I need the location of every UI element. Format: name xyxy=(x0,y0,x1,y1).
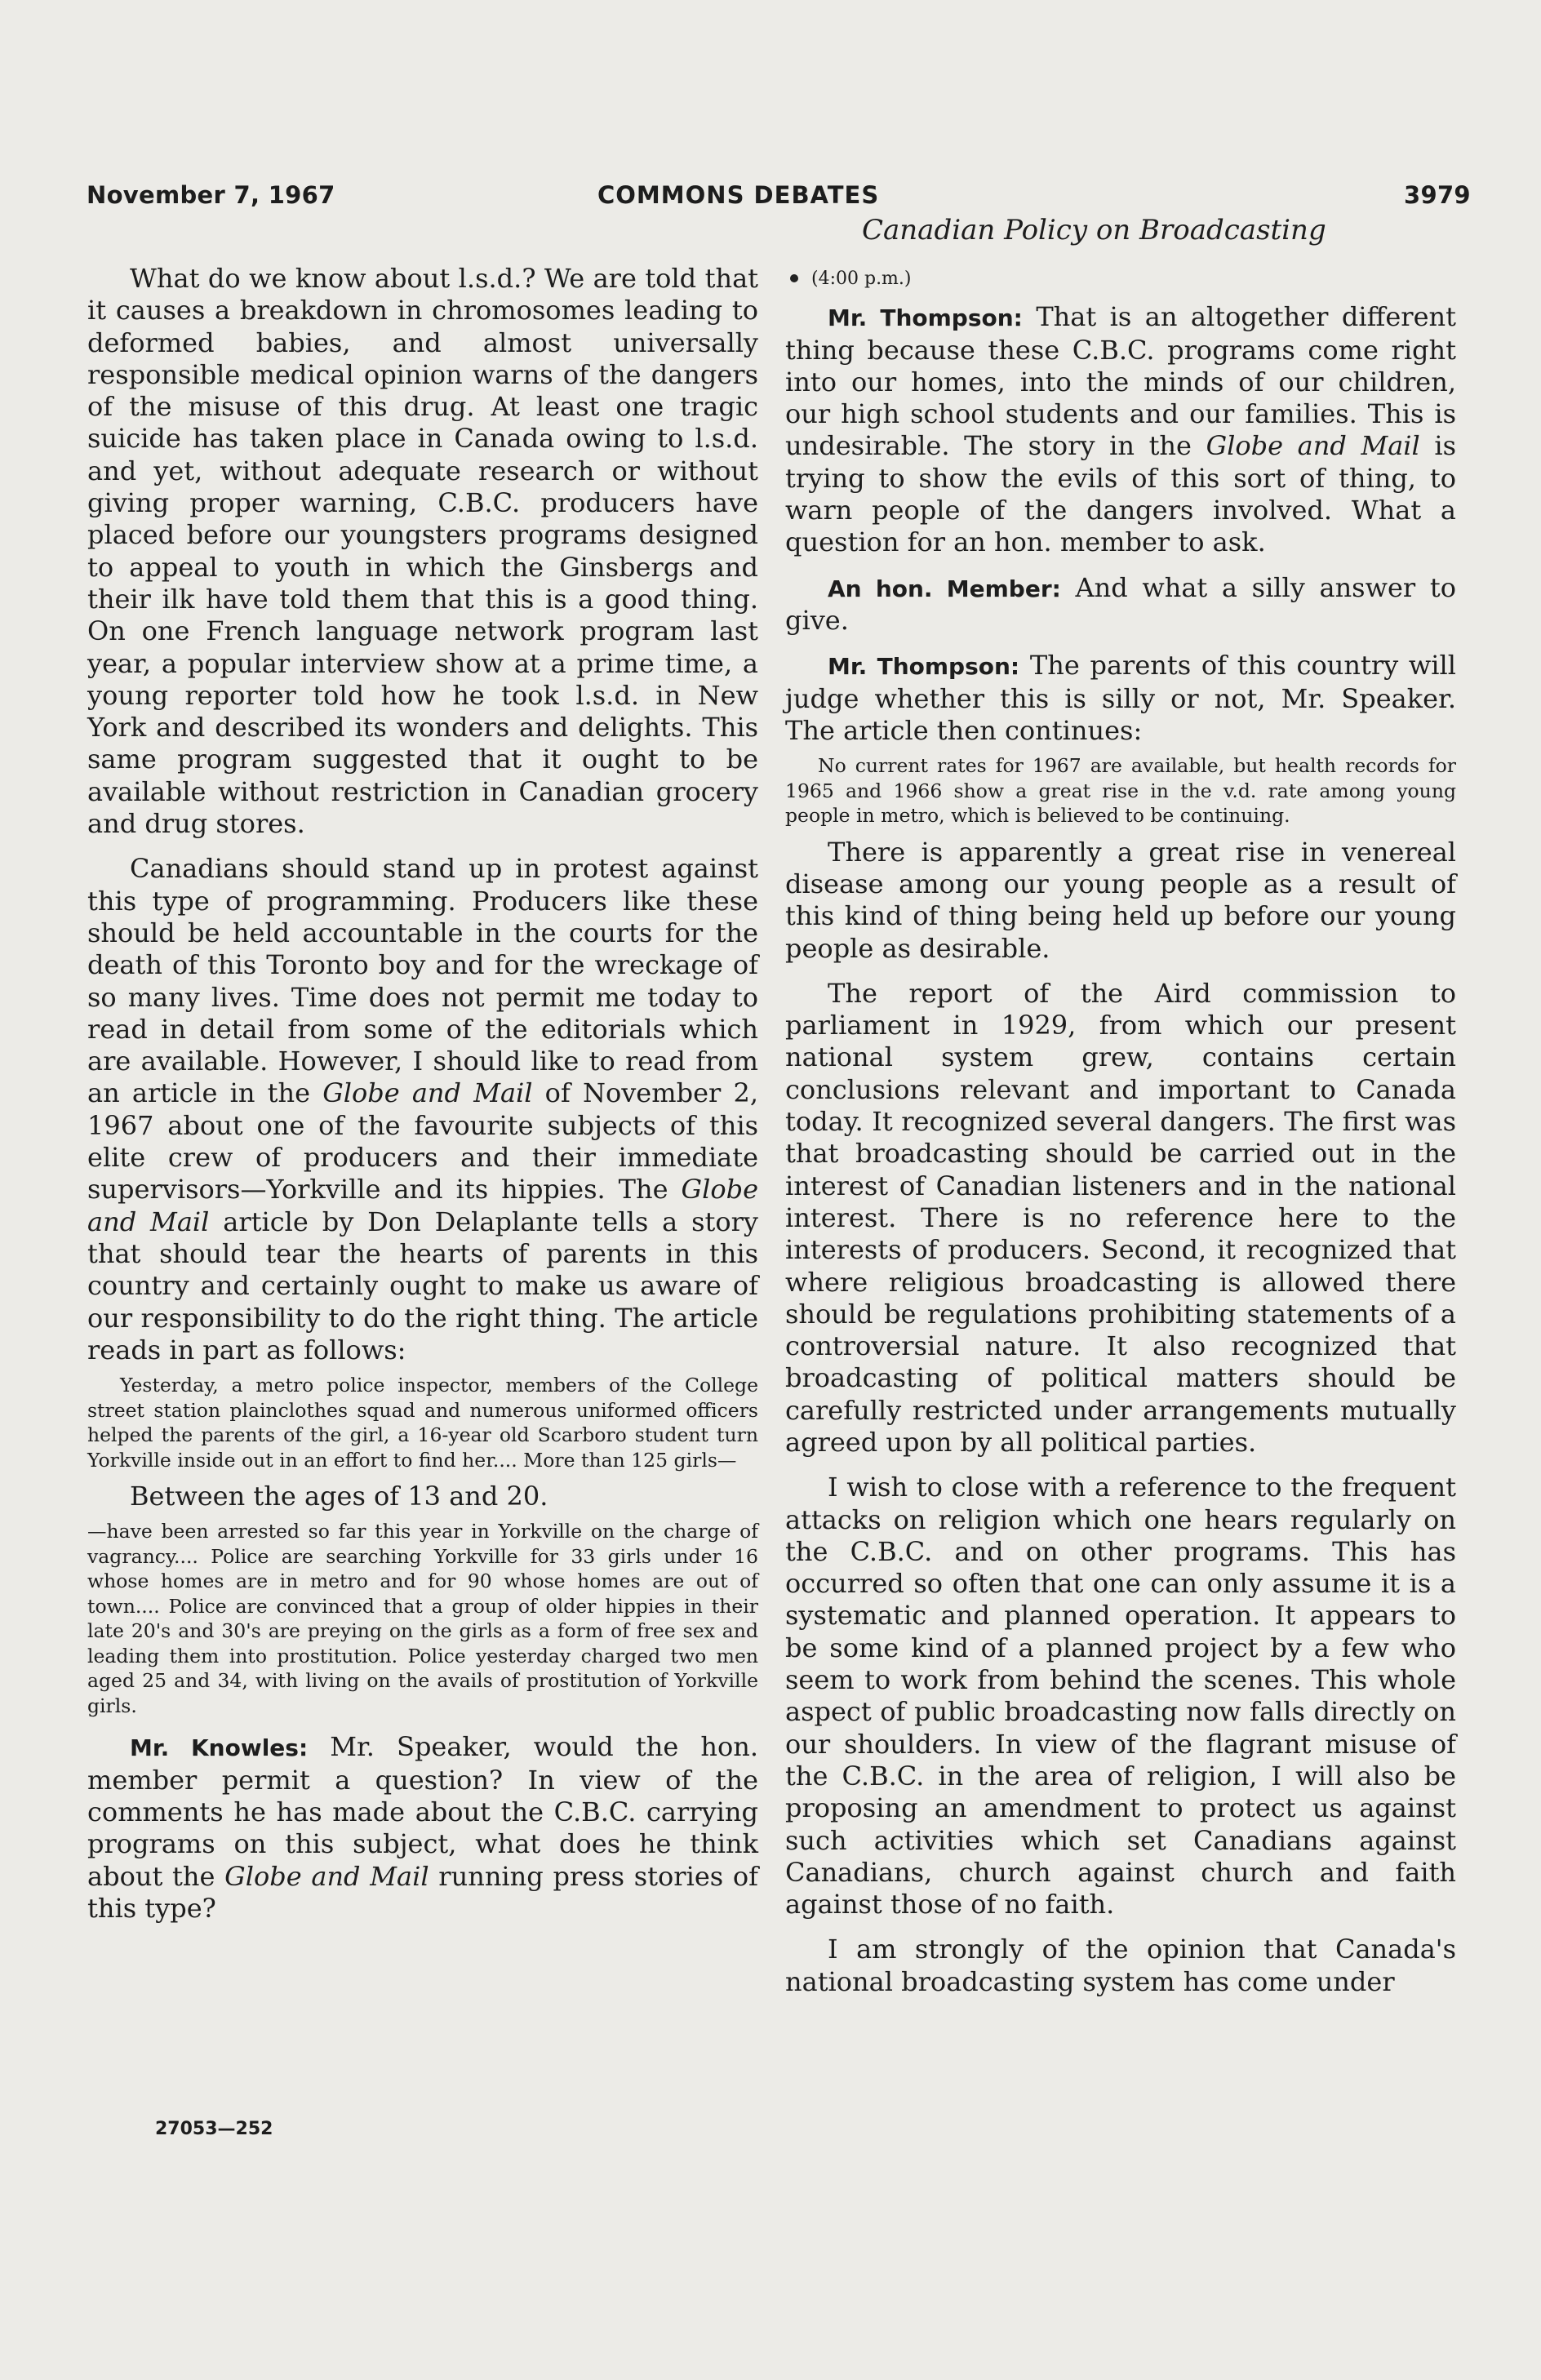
header-title: COMMONS DEBATES xyxy=(597,181,880,209)
speaker-name: Mr. Thompson: xyxy=(828,304,1023,332)
bullet-icon xyxy=(790,274,798,282)
speaker-name: An hon. Member: xyxy=(828,575,1061,602)
speech: An hon. Member: And what a silly answer to give. xyxy=(785,571,1456,636)
header-date: November 7, 1967 xyxy=(87,181,335,209)
section-title: Canadian Policy on Broadcasting xyxy=(862,214,1326,246)
time-stamp: (4:00 p.m.) xyxy=(785,263,1456,295)
right-column xyxy=(785,263,1456,1998)
speaker-name: Mr. Thompson: xyxy=(828,653,1020,681)
quotation: Yesterday, a metro police inspector, members of the College street station plainclothes squad and numerous uniformed officers helped the parents of the girl, a 16-year old Scarboro student turn Yorkville inside out in an effort to find her.... More than 125 girls— xyxy=(87,1374,758,1472)
speaker-name: Mr. Knowles: xyxy=(130,1734,309,1762)
paragraph: I wish to close with a reference to the frequent attacks on religion which one hears regularly on the C.B.C. and on other programs. This has occurred so often that one can only assume it is a systematic and planned operation. It appears to be some kind of a planned project by a few who seem to work from behind the scenes. This whole aspect of public broadcasting now falls directly on our shoulders. In view of the flagrant misuse of the C.B.C. in the area of religion, I will also be proposing an amendment to protect us against such activities which set Canadians against Canadians, church against church and faith against those of no faith. xyxy=(785,1472,1456,1920)
paragraph: Canadians should stand up in protest against this type of programming. Producers like these should be held accountable in the courts for the death of this Toronto boy and for the wreckage of so many lives. Time does not permit me today to read in detail from some of the editorials which are available. However, I should like to read from an article in the Globe and Mail of November 2, 1967 about one of the favourite subjects of this elite crew of producers and their immediate supervisors—Yorkville and its hippies. The Globe and Mail article by Don Delaplante tells a story that should tear the hearts of parents in this country and certainly ought to make us aware of our responsibility to do the right thing. The article reads in part as follows: xyxy=(87,853,759,1365)
quotation: —have been arrested so far this year in Yorkville on the charge of vagrancy.... Police are searching Yorkville for 33 girls under 16 whose homes are in metro and for 90 whose homes are out of town.... Police are convinced that a group of older hippies in their late 20's and 30's are preying on the girls as a form of free sex and leading them into prostitution. Police yesterday charged two men aged 25 and 34, with living on the avails of prostitution of Yorkville girls. xyxy=(87,1520,758,1717)
left-column xyxy=(87,263,758,1925)
interjection: Between the ages of 13 and 20. xyxy=(130,1481,548,1512)
speech: Mr. Knowles: Mr. Speaker, would the hon. member permit a question? In view of the comments he has made about the C.B.C. carrying programs on this subject, what does he think about the Globe and Mail running press stories of this type? xyxy=(87,1731,759,1924)
speech: Mr. Thompson: The parents of this country will judge whether this is silly or not, Mr. Speaker. The article then continues: xyxy=(785,650,1456,746)
paragraph: I am strongly of the opinion that Canada's national broadcasting system has come under xyxy=(785,1934,1456,1997)
paragraph: The report of the Aird commission to parliament in 1929, from which our present national system grew, contains certain conclusions relevant and important to Canada today. It recognized several dangers. The first was that broadcasting should be carried out in the interest of Canadian listeners and in the national interest. There is no reference here to the interests of producers. Second, it recognized that where religious broadcasting is allowed there should be regulations prohibiting statements of a controversial nature. It also recognized that broadcasting of political matters should be carefully restricted under arrangements mutually agreed upon by all political parties. xyxy=(785,977,1456,1458)
speech: Mr. Thompson: That is an altogether different thing because these C.B.C. programs come right into our homes, into the minds of our children, our high school students and our families. This is undesirable. The story in the Globe and Mail is trying to show the evils of this sort of thing, to warn people of the dangers involved. What a question for an hon. member to ask. xyxy=(785,301,1457,558)
quotation: No current rates for 1967 are available, but health records for 1965 and 1966 show a great rise in the v.d. rate among young people in metro, which is believed to be continuing. xyxy=(785,754,1456,828)
paragraph: What do we know about l.s.d.? We are told that it causes a breakdown in chromosomes leading to deformed babies, and almost universally responsible medical opinion warns of the dangers of the misuse of this drug. At least one tragic suicide has taken place in Canada owing to l.s.d. and yet, without adequate research or without giving proper warning, C.B.C. producers have placed before our youngsters programs designed to appeal to youth in which the Ginsbergs and their ilk have told them that this is a good thing. On one French language network program last year, a popular interview show at a prime time, a young reporter told how he took l.s.d. in New York and described its wonders and delights. This same program suggested that it ought to be available without restriction in Canadian grocery and drug stores. xyxy=(87,263,758,840)
page-number: 3979 xyxy=(1404,181,1471,209)
paragraph: There is apparently a great rise in venereal disease among our young people as a result of this kind of thing being held up before our young people as desirable. xyxy=(785,836,1456,964)
footer-code: 27053—252 xyxy=(155,2119,273,2139)
